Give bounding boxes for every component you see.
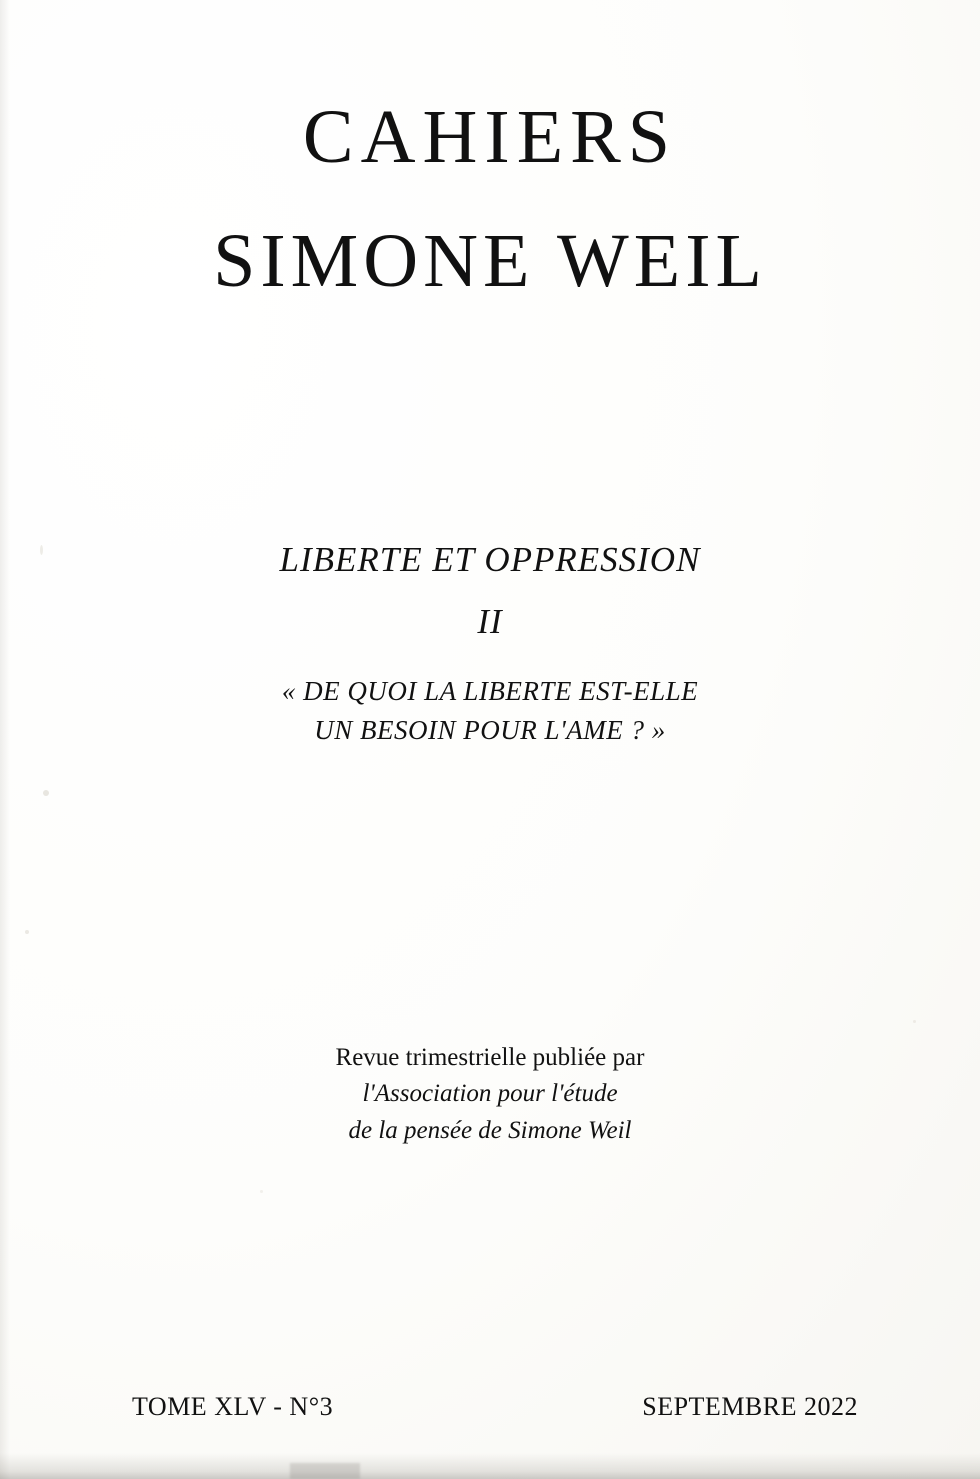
scan-artifact xyxy=(25,930,29,934)
scan-artifact xyxy=(260,1190,263,1193)
journal-title-line-1: CAHIERS xyxy=(302,95,678,179)
journal-masthead xyxy=(0,96,980,302)
publisher-block xyxy=(0,1040,980,1149)
publisher-line-3: de la pensée de Simone Weil xyxy=(348,1116,632,1144)
volume-number: TOME XLV - N°3 xyxy=(132,1392,334,1421)
cover-footer xyxy=(132,1392,858,1422)
issue-theme-title: LIBERTE ET OPPRESSION xyxy=(279,540,701,579)
issue-theme-volume: II xyxy=(477,602,503,641)
publisher-line-2: l'Association pour l'étude xyxy=(362,1080,618,1108)
issue-theme-subtitle-line-2: UN BESOIN POUR L'AME ? » xyxy=(314,715,666,746)
issue-theme-block xyxy=(0,540,980,750)
scan-artifact xyxy=(43,790,49,796)
journal-title-line-2: SIMONE WEIL xyxy=(213,219,767,304)
issue-theme-subtitle-line-1: « DE QUOI LA LIBERTE EST-ELLE xyxy=(281,676,699,706)
publisher-line-1: Revue trimestrielle publiée par xyxy=(335,1044,645,1071)
issue-date: SEPTEMBRE 2022 xyxy=(642,1392,858,1421)
page-bottom-notch xyxy=(290,1463,360,1479)
scan-artifact xyxy=(913,1020,916,1023)
page-bottom-edge-shadow xyxy=(0,1453,980,1479)
issue-theme-subtitle xyxy=(0,672,980,750)
